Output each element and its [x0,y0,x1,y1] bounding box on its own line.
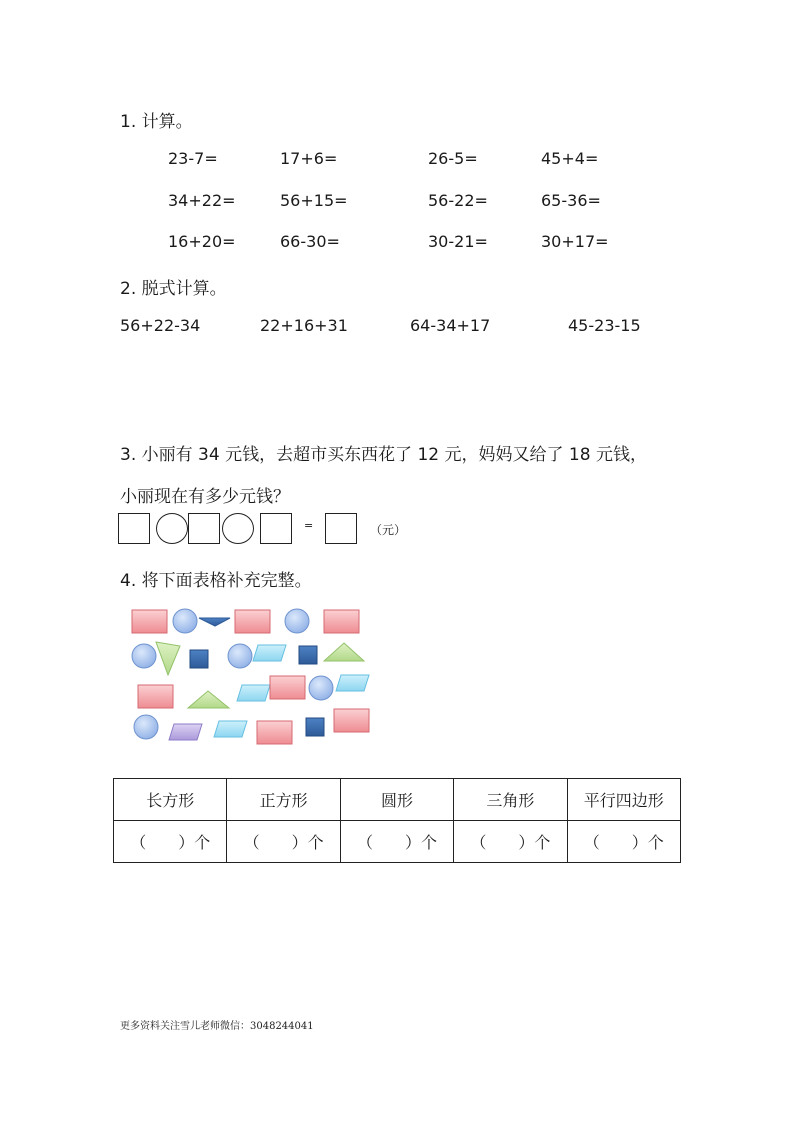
header-parallelogram: 平行四边形 [567,779,680,821]
parallelogram-shape [169,724,202,740]
triangle-shape [156,642,180,675]
circle-shape [134,715,158,739]
equals-sign: = [304,519,314,532]
triangle-shape [199,618,230,626]
circle-shape [173,609,197,633]
circle-shape [285,609,309,633]
q1-expr: 30+17= [541,232,609,251]
q1-expr: 23-7= [168,149,218,168]
rectangle-shape [138,685,173,708]
q2-expr: 45-23-15 [568,316,641,335]
unit-label: （元） [370,523,407,537]
q1-expr: 56+15= [280,191,348,210]
count-cell-parallelogram[interactable]: （ ）个 [567,821,680,863]
q1-expr: 65-36= [541,191,601,210]
q4-title: 4. 将下面表格补充完整。 [120,571,312,591]
q3-text-line2: 小丽现在有多少元钱？ [120,487,290,507]
circle-shape [309,676,333,700]
square-shape [299,646,317,664]
rectangle-shape [235,610,270,633]
q2-expr: 56+22-34 [120,316,201,335]
count-cell-circle[interactable]: （ ）个 [340,821,453,863]
q1-expr: 34+22= [168,191,236,210]
count-cell-square[interactable]: （ ）个 [227,821,340,863]
rectangle-shape [334,709,369,732]
q2-expr: 64-34+17 [410,316,491,335]
q1-expr: 30-21= [428,232,488,251]
rectangle-shape [257,721,292,744]
triangle-shape [324,643,364,661]
parallelogram-shape [214,721,247,737]
square-shape [190,650,208,668]
rectangle-shape [132,610,167,633]
count-cell-triangle[interactable]: （ ）个 [454,821,567,863]
q1-expr: 66-30= [280,232,340,251]
footer-note: 更多资料关注雪儿老师微信：3048244041 [120,1021,314,1032]
q1-expr: 17+6= [280,149,338,168]
header-circle: 圆形 [340,779,453,821]
shape-count-table [113,778,681,863]
circle-shape [228,644,252,668]
count-cell-rectangle[interactable]: （ ）个 [114,821,227,863]
circle-shape [132,644,156,668]
parallelogram-shape [336,675,369,691]
rectangle-shape [270,676,305,699]
header-rectangle: 长方形 [114,779,227,821]
header-triangle: 三角形 [454,779,567,821]
parallelogram-shape [237,685,270,701]
square-shape [306,718,324,736]
q1-expr: 16+20= [168,232,236,251]
q1-title: 1. 计算。 [120,112,193,132]
header-square: 正方形 [227,779,340,821]
q2-title: 2. 脱式计算。 [120,279,227,299]
q1-expr: 56-22= [428,191,488,210]
rectangle-shape [324,610,359,633]
q3-text-line1: 3. 小丽有 34 元钱，去超市买东西花了 12 元，妈妈又给了 18 元钱， [120,445,647,465]
parallelogram-shape [253,645,286,661]
q1-expr: 45+4= [541,149,599,168]
triangle-shape [188,691,229,708]
q1-expr: 26-5= [428,149,478,168]
q2-expr: 22+16+31 [260,316,348,335]
